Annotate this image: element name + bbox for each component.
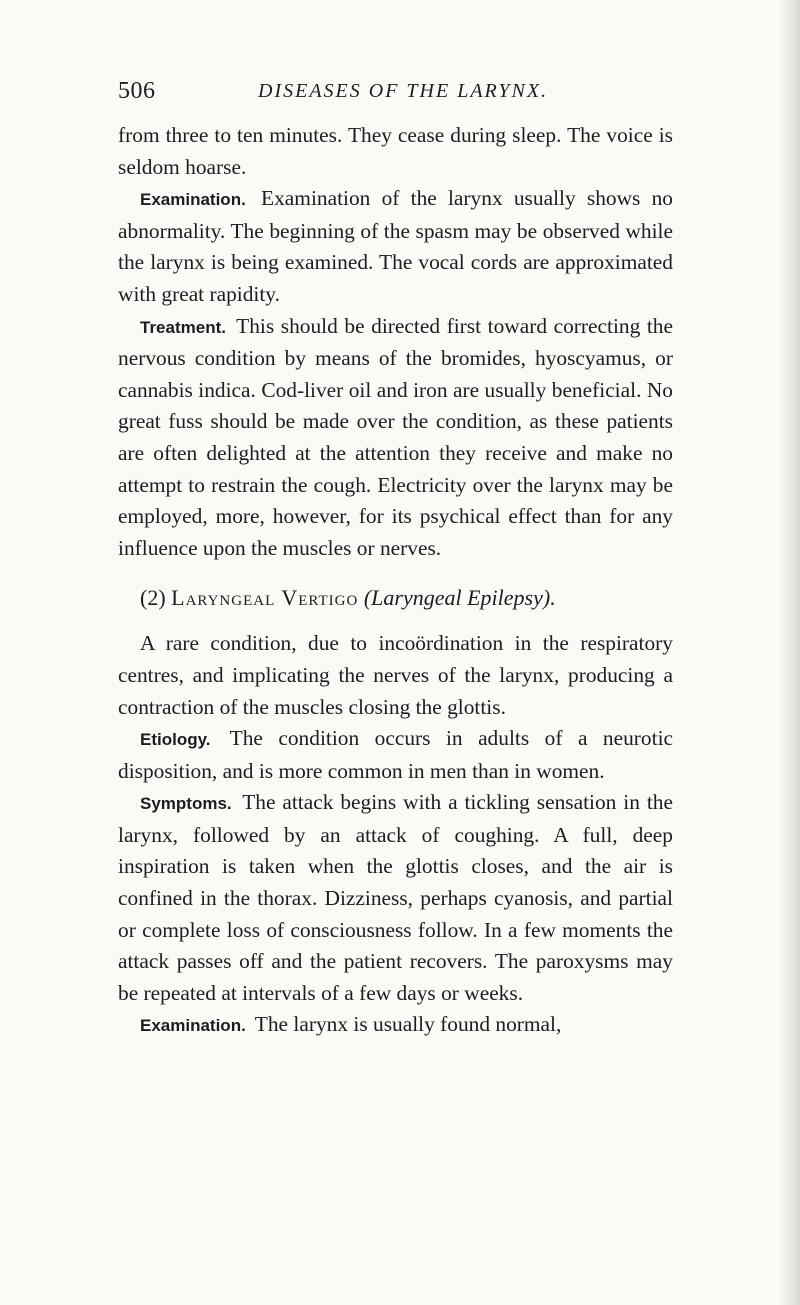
paragraph-definition <box>118 628 673 723</box>
paragraph-continuation <box>118 120 673 183</box>
page-number: 506 <box>118 78 156 104</box>
section-alt-title: (Laryngeal Epilepsy). <box>363 585 556 611</box>
paragraph-text: Examination of the larynx usually shows no abnormality. The beginning of the spasm may be observed while the larynx is being examined. The vocal cords are approximated with great rapidity. <box>118 186 673 306</box>
run-in-heading: Etiology. <box>140 730 211 750</box>
paragraph-text: The attack begins with a tickling sensation in the larynx, followed by an attack of coughing. A full, deep inspiration is taken when the glottis closes, and the air is confined in the thorax. Dizziness, perhaps cyanosis, and partial or complete loss of consciousness follow. In a few moments the attack passes off and the patient recovers. The paroxysms may be repeated at intervals of a few days or weeks. <box>118 790 673 1005</box>
paragraph-examination-2 <box>118 1009 673 1042</box>
run-in-heading: Examination. <box>140 190 246 210</box>
paragraph-text: from three to ten minutes. They cease during sleep. The voice is seldom hoarse. <box>118 123 673 179</box>
page-edge-shadow <box>778 0 800 1305</box>
section-title: Laryngeal Vertigo <box>171 585 359 611</box>
paragraph-text: A rare condition, due to incoördination in the respiratory centres, and implicating the nerves of the larynx, producing a contraction of the muscles closing the glottis. <box>118 631 673 719</box>
paragraph-examination <box>118 183 673 310</box>
page-header <box>118 78 673 118</box>
section-heading <box>118 582 673 614</box>
paragraph-text: The condition occurs in adults of a neurotic disposition, and is more common in men than in women. <box>118 726 674 783</box>
book-page <box>118 78 673 1042</box>
section-number: (2) <box>140 585 166 611</box>
run-in-heading: Examination. <box>140 1016 246 1036</box>
paragraph-etiology <box>118 723 673 787</box>
run-in-heading: Symptoms. <box>140 794 232 814</box>
paragraph-symptoms <box>118 787 673 1009</box>
paragraph-treatment <box>118 311 673 565</box>
paragraph-text: This should be directed first toward correcting the nervous condition by means of the bromides, hyoscyamus, or cannabis indica. Cod-liver oil and iron are usually beneficial. No great fuss should be made over the condition, as these patients are often delighted at the attention they receive and make no attempt to restrain the cough. Electricity over the larynx may be employed, more, however, for its psychical effect than for any influence upon the muscles or nerves. <box>118 313 673 560</box>
paragraph-text: The larynx is usually found normal, <box>254 1012 562 1037</box>
running-title: DISEASES OF THE LARYNX. <box>258 80 549 102</box>
run-in-heading: Treatment. <box>140 317 226 337</box>
